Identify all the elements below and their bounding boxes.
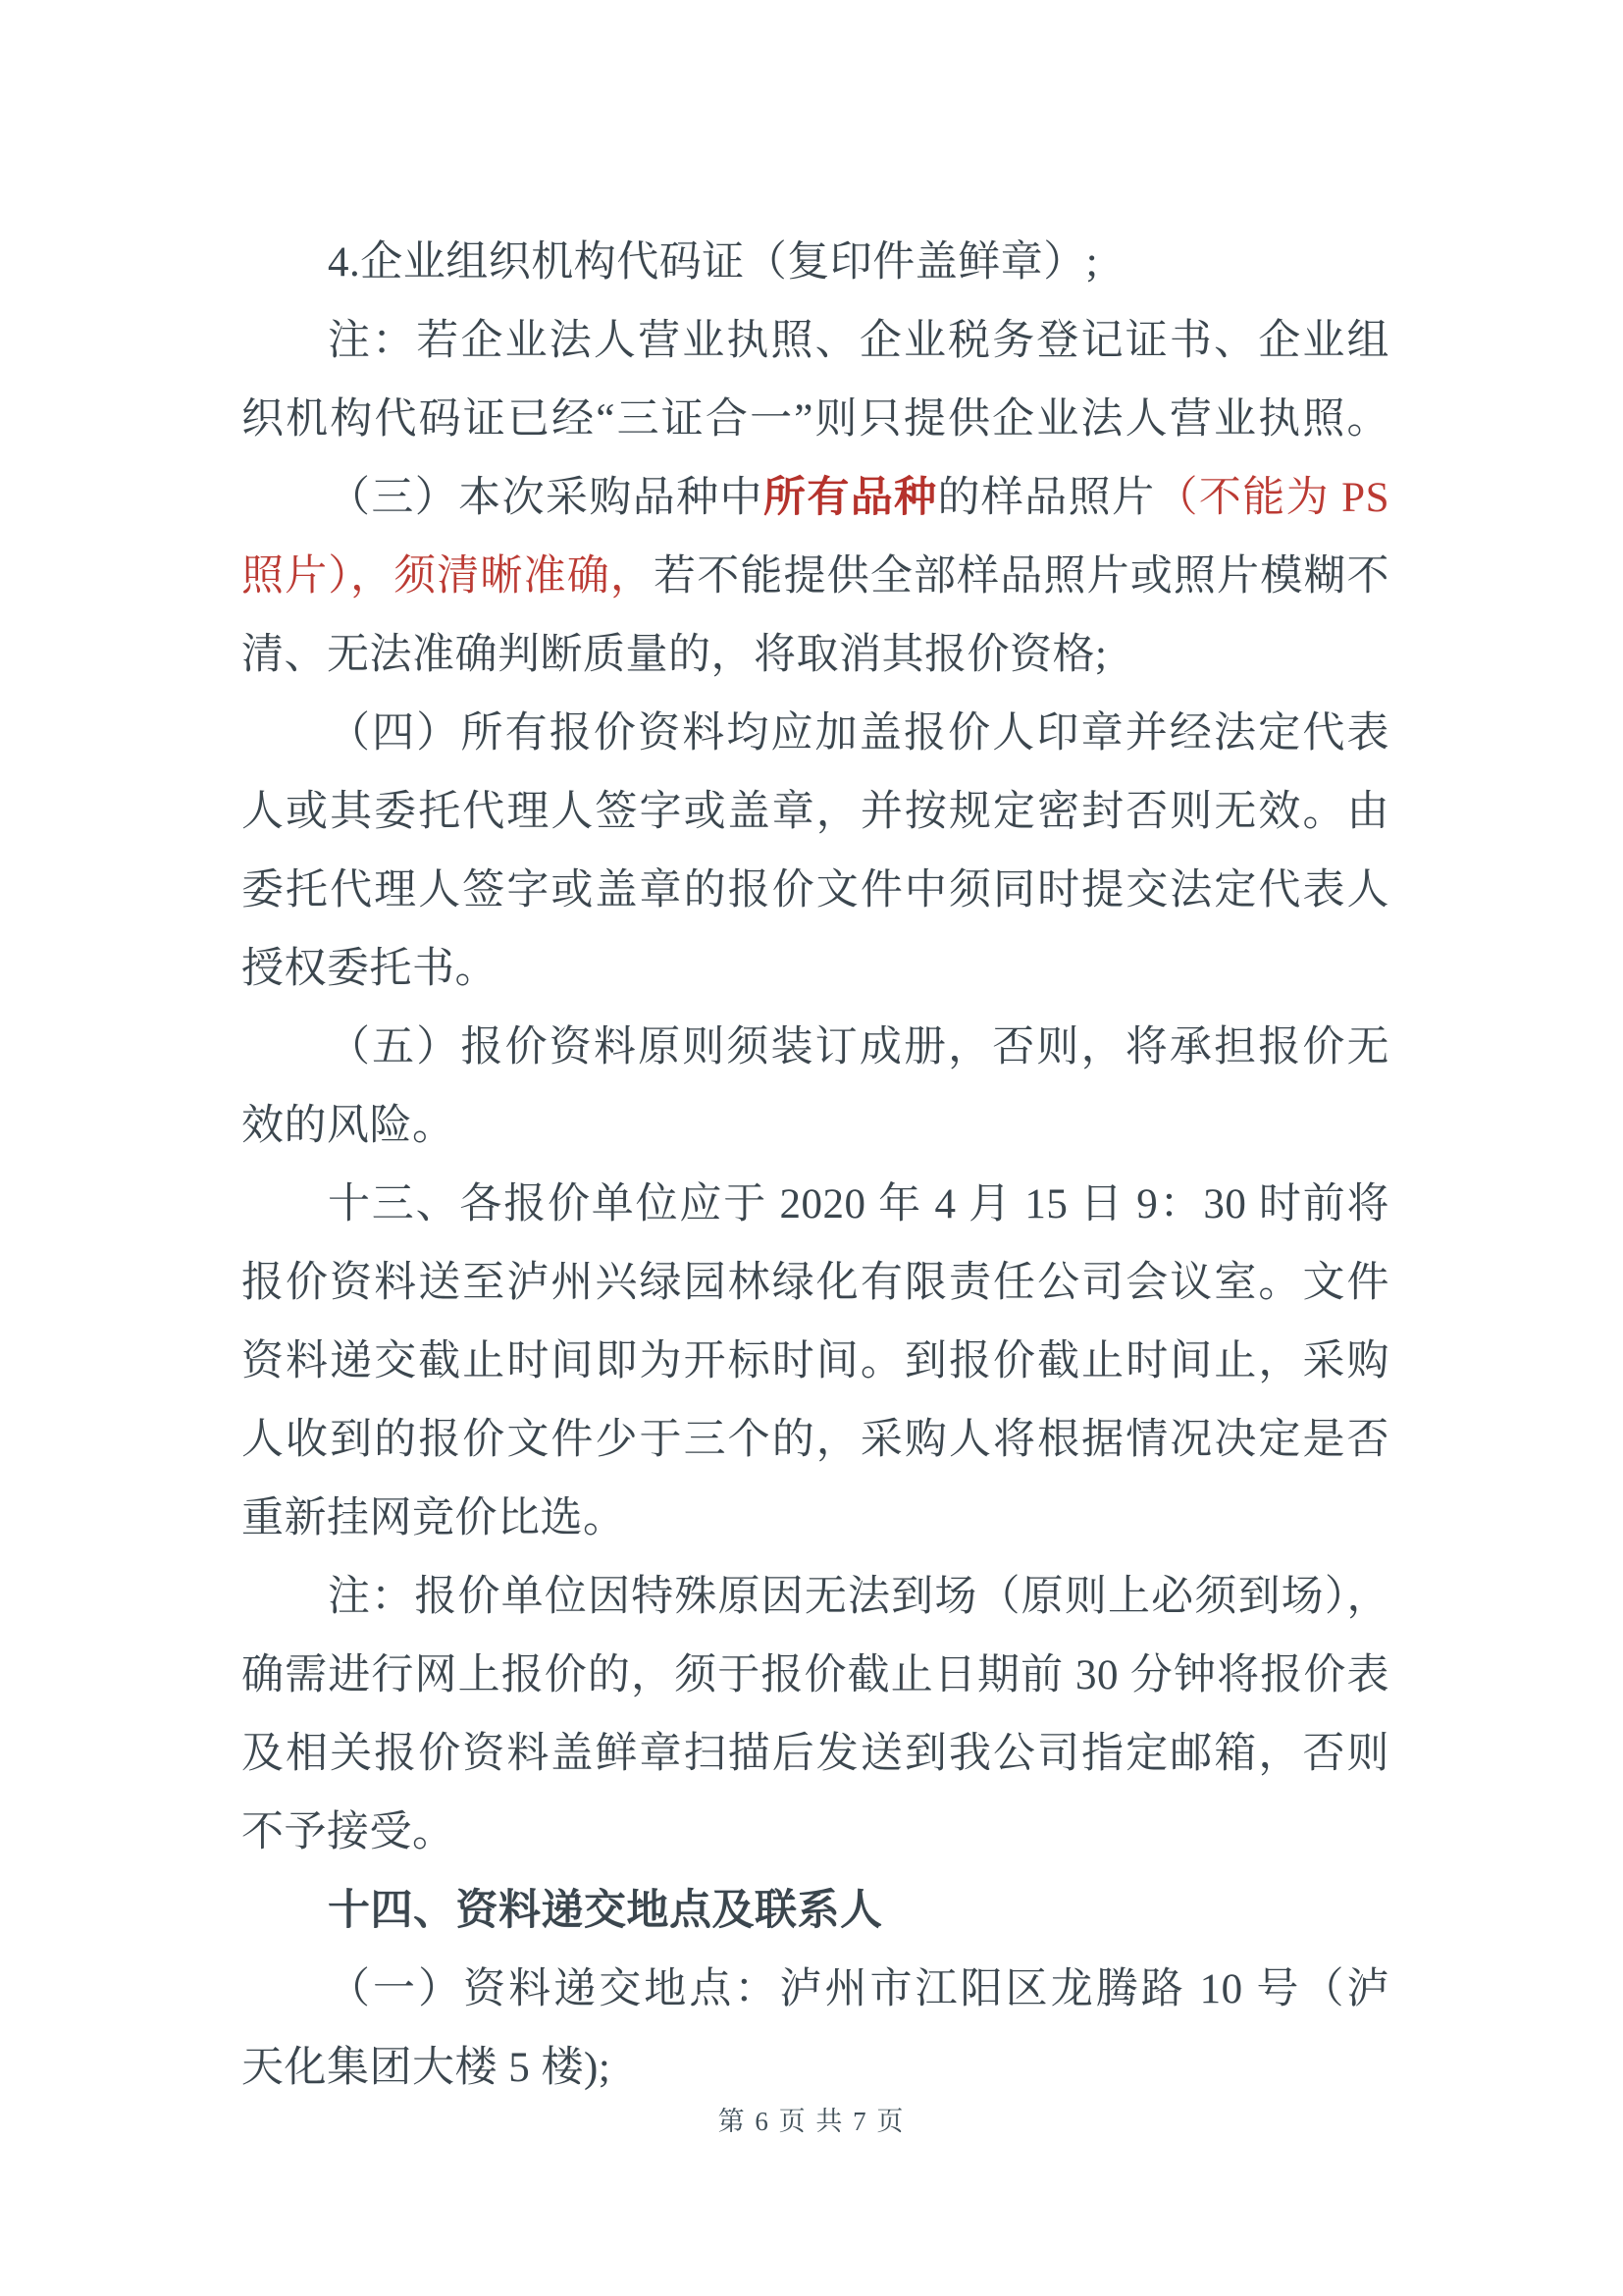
section-13-deadline-line-3: 资料递交截止时间即为开标时间。到报价截止时间止，采购 — [241, 1338, 1389, 1384]
section-13-deadline-line-4: 人收到的报价文件少于三个的，采购人将根据情况决定是否 — [241, 1417, 1389, 1463]
clause-3-text-black-3: 若不能提供全部样品照片或照片模糊不 — [654, 553, 1390, 600]
clause-4-org-code-line: 4.企业组织机构代码证（复印件盖鲜章）; — [328, 239, 1099, 286]
clause-3-sample-photos-line-3: 清、无法准确判断质量的，将取消其报价资格; — [241, 632, 1108, 678]
delivery-address-line-1: （一）资料递交地点：泸州市江阳区龙腾路 10 号（泸 — [328, 1966, 1389, 2012]
clause-3-highlight-no-ps: （不能为 PS — [1155, 475, 1390, 521]
section-13-deadline-line-5: 重新挂网竞价比选。 — [241, 1495, 626, 1541]
clause-4-seal-line-1: （四）所有报价资料均应加盖报价人印章并经法定代表 — [328, 710, 1389, 757]
document-body — [241, 224, 1389, 2108]
section-14-heading: 十四、资料递交地点及联系人 — [328, 1888, 883, 1934]
clause-3-highlight-all-varieties: 所有品种 — [762, 475, 938, 521]
note-three-in-one-line-2: 织机构代码证已经“三证合一”则只提供企业法人营业执照。 — [241, 396, 1389, 443]
delivery-address-line-2: 天化集团大楼 5 楼); — [241, 2045, 611, 2091]
section-13-note-line-1: 注：报价单位因特殊原因无法到场（原则上必须到场）， — [328, 1574, 1389, 1620]
section-13-note-line-4: 不予接受。 — [241, 1809, 455, 1855]
section-13-note-line-3: 及相关报价资料盖鲜章扫描后发送到我公司指定邮箱，否则 — [241, 1731, 1389, 1777]
clause-4-seal-line-4: 授权委托书。 — [241, 946, 497, 992]
clause-3-sample-photos-line-2 — [241, 538, 1389, 616]
clause-5-binding-line-1: （五）报价资料原则须装订成册，否则，将承担报价无 — [328, 1024, 1389, 1070]
clause-5-binding-line-2: 效的风险。 — [241, 1103, 455, 1149]
clause-4-seal-line-2: 人或其委托代理人签字或盖章，并按规定密封否则无效。由 — [241, 789, 1389, 835]
section-13-note-line-2: 确需进行网上报价的，须于报价截止日期前 30 分钟将报价表 — [241, 1652, 1389, 1698]
clause-3-text-black-2: 的样品照片 — [937, 475, 1156, 521]
clause-3-highlight-clear-accurate: 照片），须清晰准确， — [241, 553, 654, 600]
clause-4-seal-line-3: 委托代理人签字或盖章的报价文件中须同时提交法定代表人 — [241, 867, 1389, 913]
section-13-deadline-line-2: 报价资料送至泸州兴绿园林绿化有限责任公司会议室。文件 — [241, 1260, 1389, 1306]
note-three-in-one-line-1: 注：若企业法人营业执照、企业税务登记证书、企业组 — [328, 318, 1389, 364]
clause-3-text-black-1: （三）本次采购品种中 — [328, 475, 763, 521]
page-footer: 第 6 页 共 7 页 — [717, 2107, 906, 2136]
section-13-deadline-line-1: 十三、各报价单位应于 2020 年 4 月 15 日 9：30 时前将 — [328, 1181, 1389, 1227]
clause-3-sample-photos-line-1 — [241, 459, 1389, 538]
